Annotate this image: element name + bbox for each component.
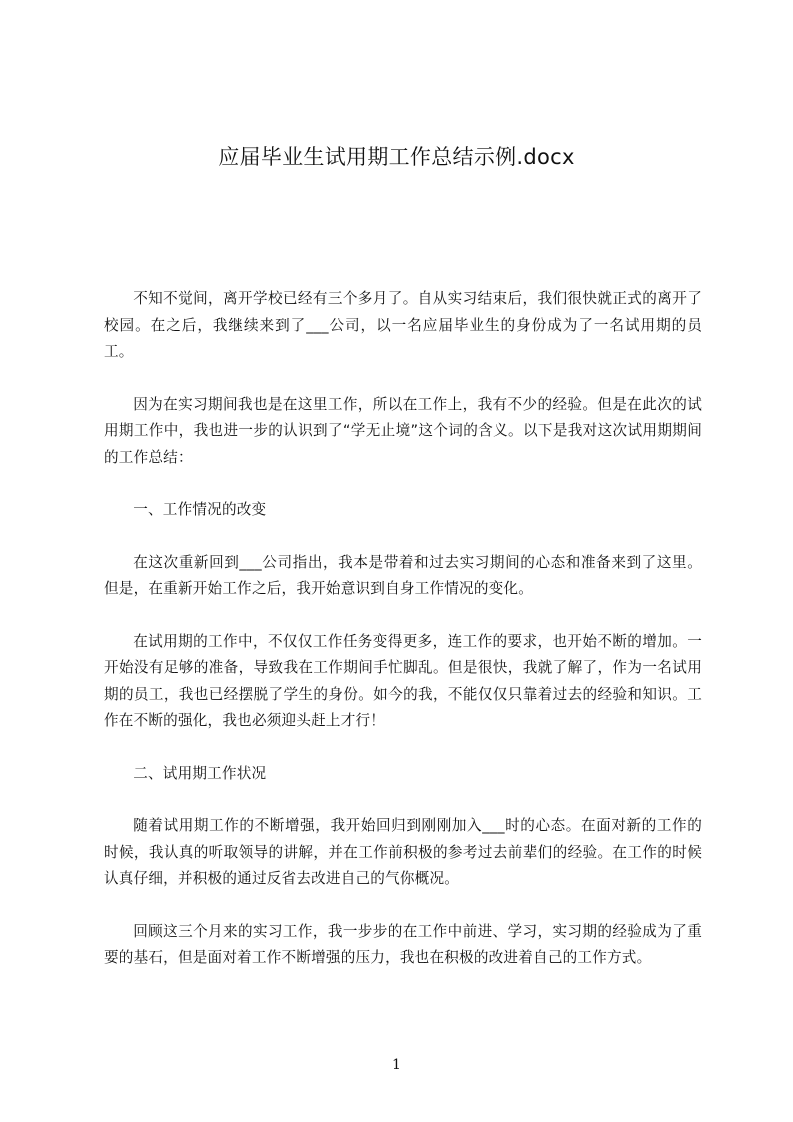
section1-paragraph-2: 在试用期的工作中，不仅仅工作任务变得更多，连工作的要求，也开始不断的增加。一开始没有足够的准备，导致我在工作期间手忙脚乱。但是很快，我就了解了，作为一名试用期的员工，我也已经摆脱了学生的身份。如今的我，不能仅仅只靠着过去的经验和知识。工作在不断的强化，我也必须迎头赶上才行！ [104,632,702,729]
paragraph-intro: 不知不觉间，离开学校已经有三个多月了。自从实习结束后，我们很快就正式的离开了校园。在之后，我继续来到了___公司，以一名应届毕业生的身份成为了一名试用期的员工。 [104,290,702,360]
section-heading-1: 一、工作情况的改变 [133,501,267,518]
page-number: 1 [392,1057,401,1073]
document-body [104,286,702,998]
section2-paragraph-2: 回顾这三个月来的实习工作，我一步步的在工作中前进、学习，实习期的经验成为了重要的基石，但是面对着工作不断增强的压力，我也在积极的改进着自己的工作方式。 [104,922,702,966]
section1-paragraph-1: 在这次重新回到___公司指出，我本是带着和过去实习期间的心态和准备来到了这里。但是，在重新开始工作之后，我开始意识到自身工作情况的变化。 [104,553,702,597]
document-title: 应届毕业生试用期工作总结示例.docx [218,145,575,169]
section2-paragraph-1: 随着试用期工作的不断增强，我开始回归到刚刚加入___时的心态。在面对新的工作的时候，我认真的听取领导的讲解，并在工作前积极的参考过去前辈们的经验。在工作的时候认真仔细，并积极的通过反省去改进自己的气你概况。 [104,817,702,887]
section-heading-2: 二、试用期工作状况 [133,764,267,782]
paragraph-context: 因为在实习期间我也是在这里工作，所以在工作上，我有不少的经验。但是在此次的试用期工作中，我也进一步的认识到了“学无止境”这个词的含义。以下是我对这次试用期期间的工作总结： [104,395,702,466]
